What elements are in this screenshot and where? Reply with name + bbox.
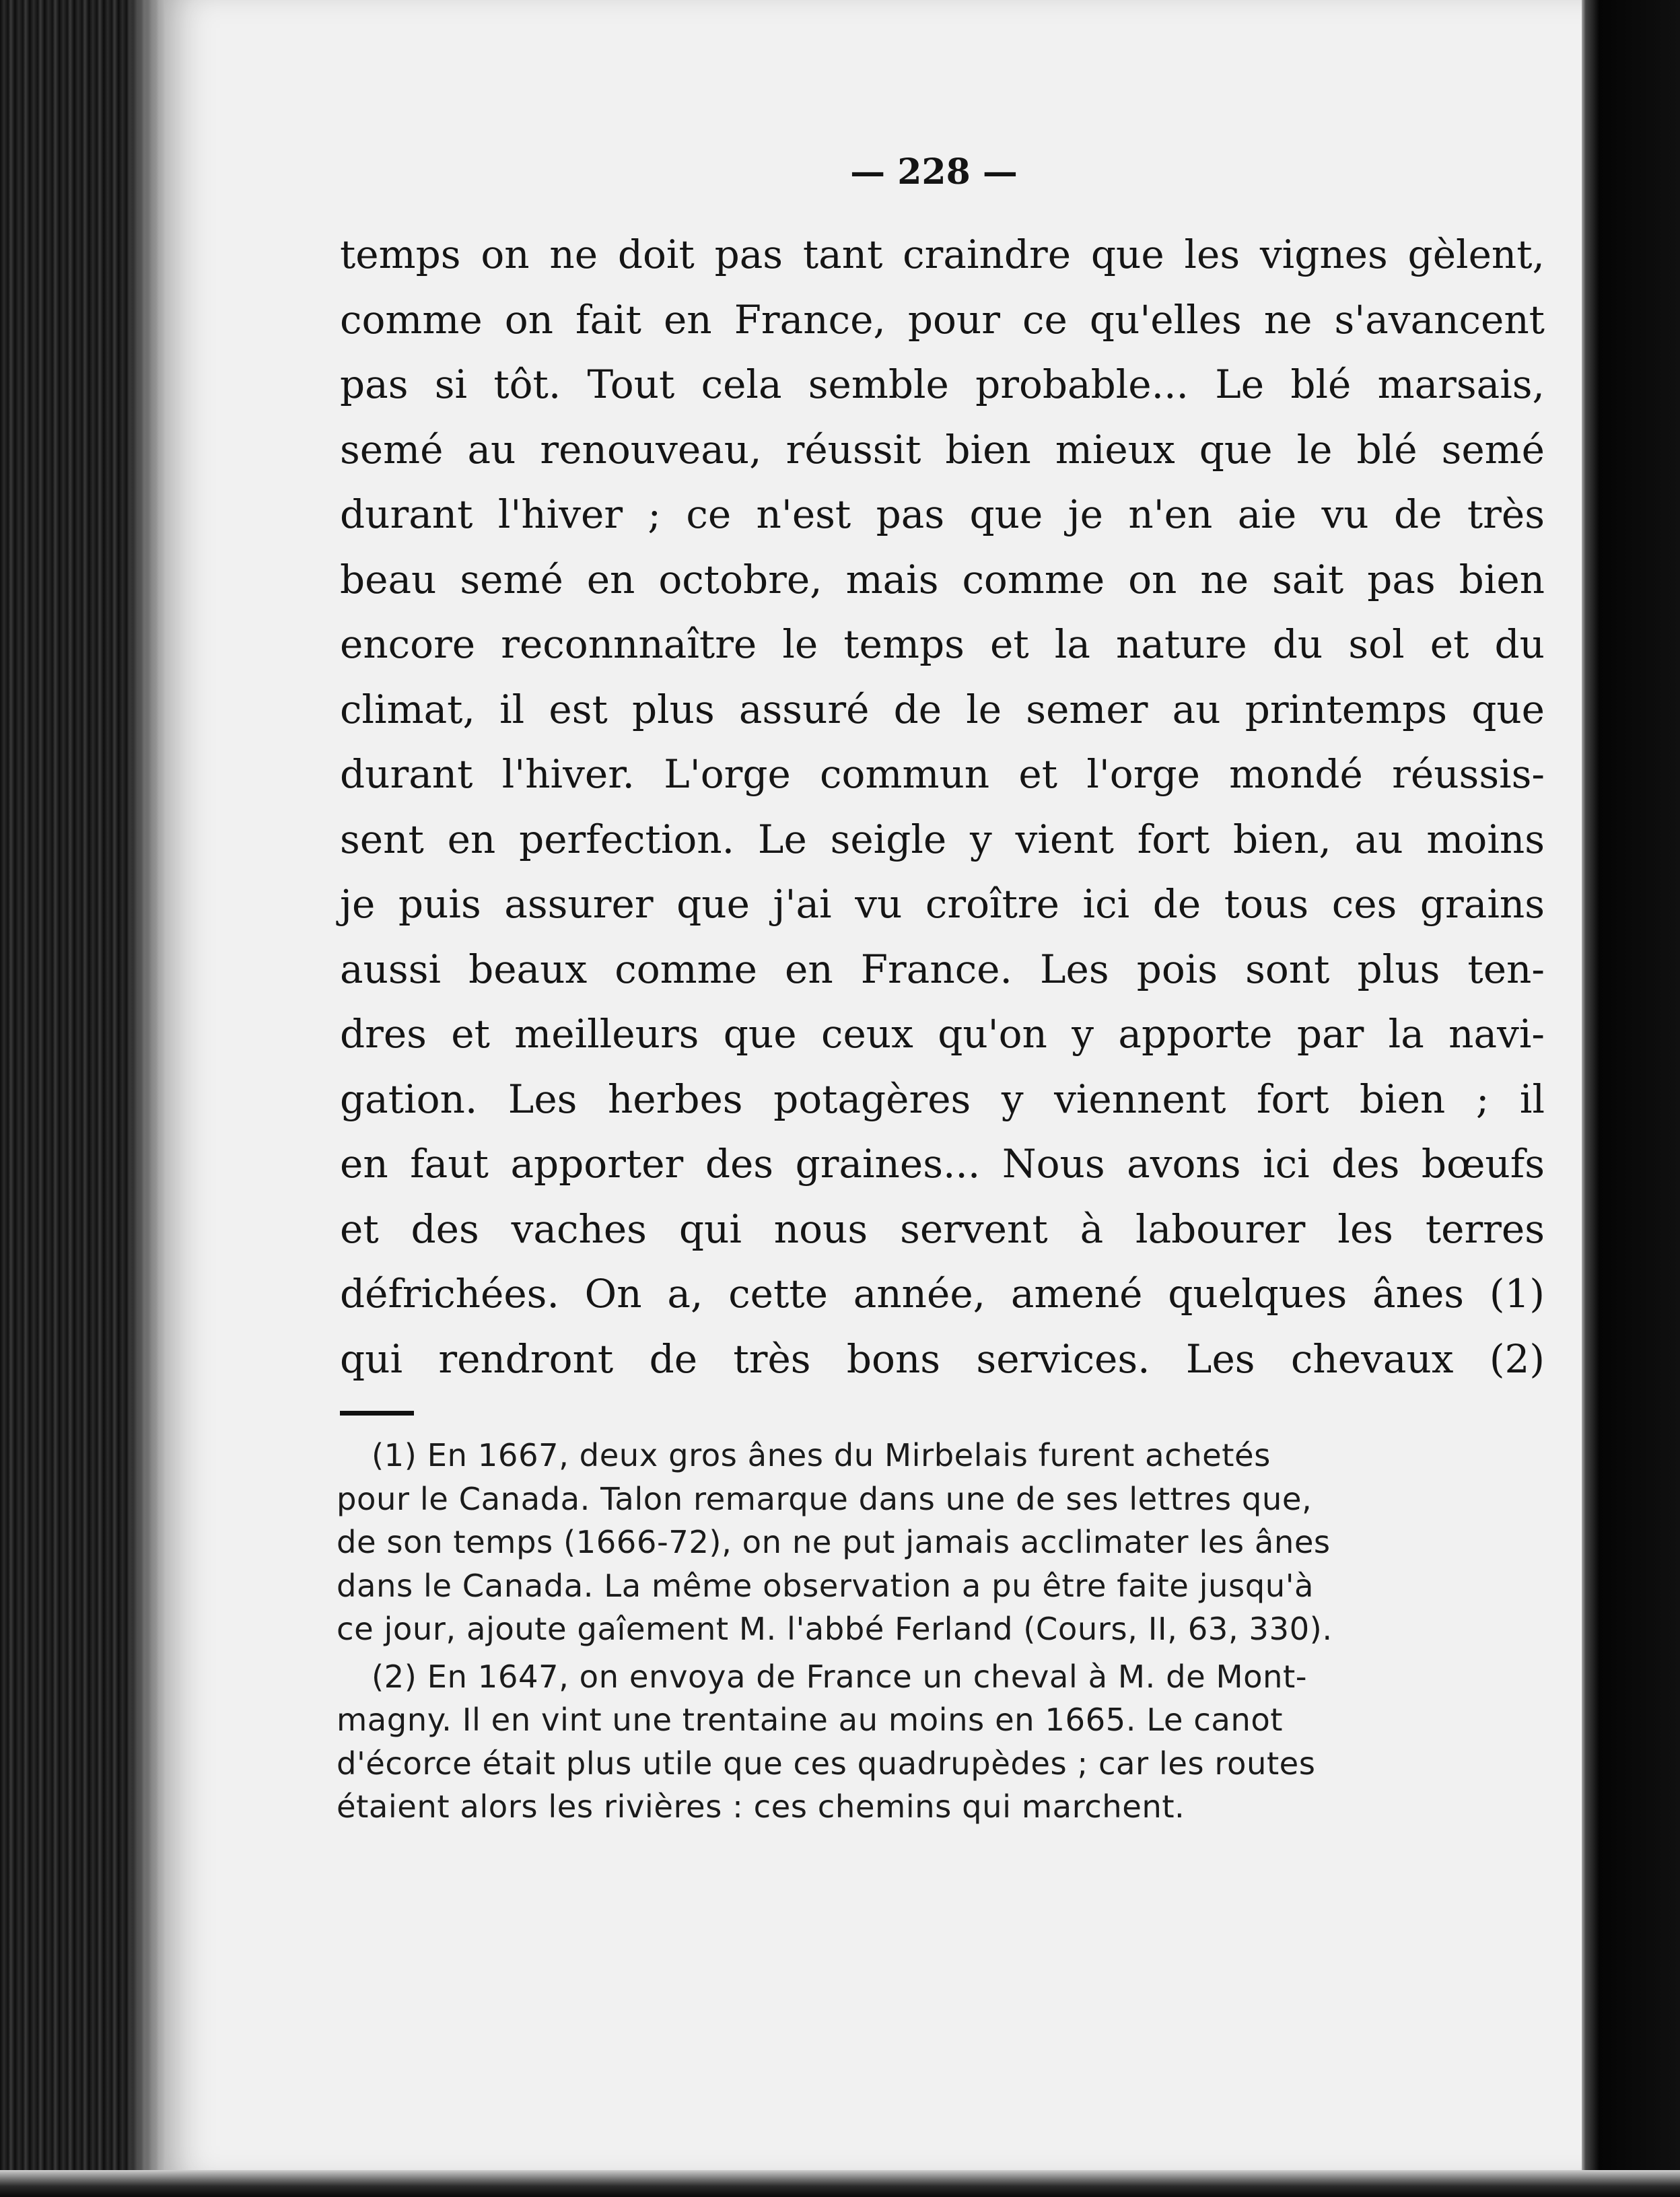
text-line: dres et meilleurs que ceux qu'on y apporte par la navi- — [340, 1011, 1545, 1057]
text-line: gation. Les herbes potagères y viennent fort bien ; il — [340, 1076, 1545, 1122]
text-line: défrichées. On a, cette année, amené quelques ânes (1) — [340, 1271, 1545, 1317]
text-line: climat, il est plus assuré de le semer au printemps que — [340, 686, 1545, 732]
footnote-line: étaient alors les rivières : ces chemins qui marchent. — [337, 1788, 1185, 1825]
text-line: temps on ne doit pas tant craindre que les vignes gèlent, — [340, 232, 1545, 277]
footnote-line: d'écorce était plus utile que ces quadrupèdes ; car les routes — [337, 1745, 1316, 1782]
text-line: qui rendront de très bons services. Les chevaux (2) — [340, 1335, 1545, 1382]
text-line: pas si tôt. Tout cela semble probable... Le blé marsais, — [340, 361, 1545, 407]
text-line: aussi beaux comme en France. Les pois sont plus ten- — [340, 946, 1545, 992]
text-line: encore reconnnaître le temps et la nature du sol et du — [340, 621, 1545, 667]
footnote-1 — [337, 1434, 1545, 1651]
footnote-2 — [337, 1655, 1545, 1829]
text-line: sent en perfection. Le seigle y vient fort bien, au moins — [340, 816, 1545, 862]
text-line: je puis assurer que j'ai vu croître ici de tous ces grains — [340, 881, 1545, 927]
text-line: en faut apporter des graines... Nous avons ici des bœufs — [340, 1141, 1545, 1187]
text-line: semé au renouveau, réussit bien mieux que le blé semé — [340, 426, 1545, 473]
footnote-separator — [340, 1411, 414, 1416]
footnote-line: (1) En 1667, deux gros ânes du Mirbelais furent achetés — [372, 1437, 1271, 1473]
text-line: durant l'hiver. L'orge commun et l'orge mondé réussis- — [340, 751, 1545, 797]
book-page — [165, 0, 1582, 2174]
footnotes — [337, 1434, 1545, 1829]
text-line: comme on fait en France, pour ce qu'elles ne s'avancent — [340, 296, 1545, 343]
footnote-line: ce jour, ajoute gaîement M. l'abbé Ferland (Cours, II, 63, 330). — [337, 1611, 1333, 1647]
footnote-line: de son temps (1666-72), on ne put jamais acclimater les ânes — [337, 1524, 1331, 1560]
book-binding-edge — [0, 0, 168, 2197]
book-bottom-edge — [0, 2170, 1680, 2197]
text-line: et des vaches qui nous servent à labourer les terres — [340, 1206, 1545, 1252]
page-number: — 228 — — [850, 151, 1018, 193]
book-right-edge — [1579, 0, 1680, 2197]
footnote-line: (2) En 1647, on envoya de France un cheval à M. de Mont- — [372, 1658, 1308, 1695]
text-line: beau semé en octobre, mais comme on ne sait pas bien — [340, 556, 1545, 602]
footnote-line: pour le Canada. Talon remarque dans une de ses lettres que, — [337, 1480, 1312, 1517]
footnote-line: magny. Il en vint une trentaine au moins en 1665. Le canot — [337, 1702, 1284, 1738]
body-text — [340, 222, 1545, 1391]
text-line: durant l'hiver ; ce n'est pas que je n'en aie vu de très — [340, 491, 1545, 537]
footnote-line: dans le Canada. La même observation a pu être faite jusqu'à — [337, 1567, 1315, 1604]
